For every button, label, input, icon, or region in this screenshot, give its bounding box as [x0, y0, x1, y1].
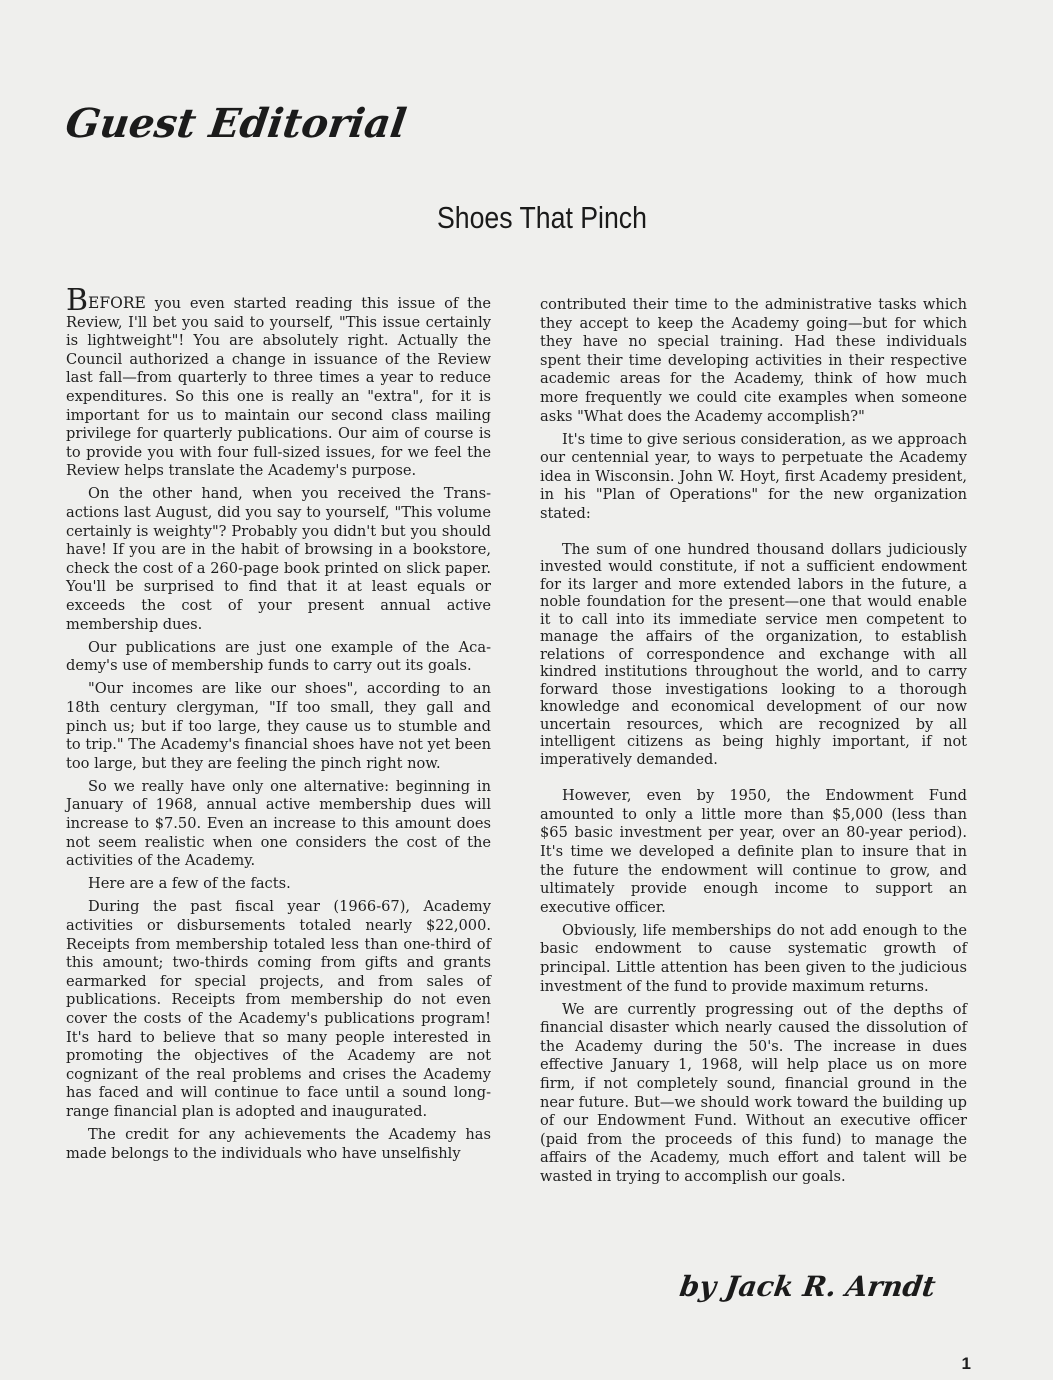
paragraph: Obviously, life memberships do not add enough to the basic endowment to cause systematic growth of principal. Little attention has been given to the judicious investment of the fund to provide maximum returns.: [540, 921, 967, 995]
author-byline: by Jack R. Arndt: [677, 1270, 938, 1303]
paragraph-text: you even started reading this issue of the Review, I'll bet you said to yourself, "This issue certainly is lightweight"! You are absolutely right. Actually the Council authorized a change in issuance of the Review last fall—from quarterly to three times a year to reduce expenditures. So this one is really an "extra", for it is important for us to maintain our second class mailing privilege for quarterly publications. Our aim of course is to provide you with four full-sized issues, for we feel the Review helps translate the Academy's purpose.: [66, 295, 491, 480]
paragraph: So we really have only one alternative: beginning in January of 1968, annual active membership dues will increase to $7.50. Even an increase to this amount does not seem realistic when one considers the cost of the activities of the Academy.: [66, 777, 491, 870]
paragraph: contributed their time to the administrative tasks which they accept to keep the Academy going—but for which they have no special training. Had these individuals spent their time developing activities in their respective academic areas for the Academy, think of how much more frequently we could cite examples when someone asks "What does the Academy accomplish?": [540, 296, 967, 425]
paragraph: Here are a few of the facts.: [88, 875, 291, 893]
left-column: [66, 283, 491, 1168]
drop-cap: B: [66, 283, 89, 318]
paragraph: Our publications are just one example of the Academy's use of membership funds to carry out its goals.: [66, 638, 491, 675]
section-kicker: Guest Editorial: [62, 100, 410, 147]
article-title: [74, 200, 980, 236]
paragraph: It's time to give serious consideration, as we approach our centennial year, to ways to perpetuate the Academy idea in Wisconsin. John W. Hoyt, first Academy president, in his "Plan of Operations" for the new organization stated:: [540, 430, 967, 523]
page-number: 1: [961, 1354, 971, 1373]
article-title-text: Shoes That Pinch: [436, 200, 647, 235]
right-column: [540, 296, 967, 1191]
block-quote: The sum of one hundred thousand dollars judiciously invested would constitute, if not a sufficient endowment for its larger and more extended labors in the future, a noble foundation for the present—one that would enable it to call into its immediate service men competent to manage the affairs of the organization, to establish relations of correspondence and exchange with all kindred institutions throughout the world, and to carry forward those investigations looking to a thorough knowledge and economical development of our now uncertain resources, which are recognized by all intelligent citizens as being highly important, if not imperatively demanded.: [540, 541, 967, 768]
paragraph: However, even by 1950, the Endowment Fund amounted to only a little more than $5,000 (less than $65 basic investment per year, over an 80-year period). It's time we developed a definite plan to insure that in the future the endowment will continue to grow, and ultimately provide enough income to support an executive officer.: [540, 787, 967, 916]
paragraph: We are currently progressing out of the depths of financial disaster which nearly caused the dissolution of the Academy during the 50's. The increase in dues effective January 1, 1968, will help place us on more firm, if not completely sound, financial ground in the near future. But—we should work toward the building up of our Endowment Fund. Without an executive officer (paid from the proceeds of this fund) to manage the affairs of the Academy, much effort and talent will be wasted in trying to accomplish our goals.: [540, 1000, 967, 1185]
lead-smallcaps: EFORE: [88, 294, 146, 312]
paragraph: "Our incomes are like our shoes", according to an 18th century clergyman, "If too small, they gall and pinch us; but if too large, they cause us to stumble and to trip." The Academy's financial shoes have not yet been too large, but they are feeling the pinch right now.: [66, 680, 491, 772]
paragraph: The credit for any achievements the Academy has made belongs to the individuals who have unselfishly: [66, 1126, 491, 1162]
paragraph: On the other hand, when you received the Transactions last August, did you say to yourself, "This volume certainly is weighty"? Probably you didn't but you should have! If you are in the habit of browsing in a bookstore, check the cost of a 260-page book printed on slick paper. You'll be surprised to find that it at least equals or exceeds the cost of your present annual active membership dues.: [66, 485, 491, 633]
paragraph: [66, 283, 491, 481]
paragraph: During the past fiscal year (1966-67), Academy activities or disbursements totaled nearly $22,000. Receipts from membership totaled less than one-third of this amount; two-thirds coming from gifts and grants earmarked for special projects, and from sales of publications. Receipts from membership do not even cover the costs of the Academy's publications program! It's hard to believe that so many people interested in promoting the objectives of the Academy are not cognizant of the real problems and crises the Academy has faced and will continue to face until a sound long-range financial plan is adopted and inaugurated.: [66, 898, 491, 1120]
